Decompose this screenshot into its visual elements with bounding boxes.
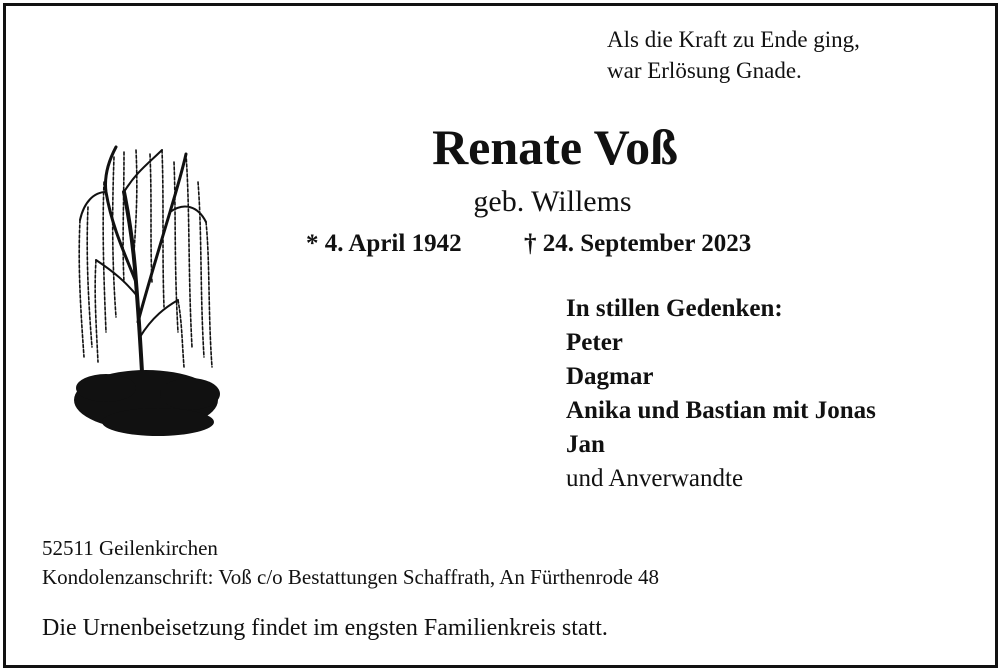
mourner-name: Dagmar	[566, 363, 654, 390]
deceased-name: Renate Voß	[432, 119, 678, 175]
relatives-note: und Anverwandte	[566, 465, 744, 492]
mourners-heading: In stillen Gedenken:	[566, 295, 783, 322]
mourners-list	[566, 292, 876, 496]
location: 52511 Geilenkirchen	[42, 536, 218, 560]
weeping-willow-icon	[66, 132, 226, 444]
birth-date: * 4. April 1942	[306, 230, 462, 257]
maiden-name: geb. Willems	[473, 185, 632, 218]
mourner-name: Jan	[566, 431, 605, 458]
motto-line-2: war Erlösung Gnade.	[607, 58, 802, 83]
motto-quote	[607, 24, 860, 86]
condolence-address: Kondolenzanschrift: Voß c/o Bestattungen Schaffrath, An Fürthenrode 48	[42, 565, 660, 589]
mourner-name: Peter	[566, 329, 623, 356]
motto-line-1: Als die Kraft zu Ende ging,	[607, 27, 860, 52]
mourner-name: Anika und Bastian mit Jonas	[566, 397, 876, 424]
death-date: † 24. September 2023	[524, 230, 752, 257]
burial-notice: Die Urnenbeisetzung findet im engsten Familienkreis statt.	[42, 615, 608, 641]
